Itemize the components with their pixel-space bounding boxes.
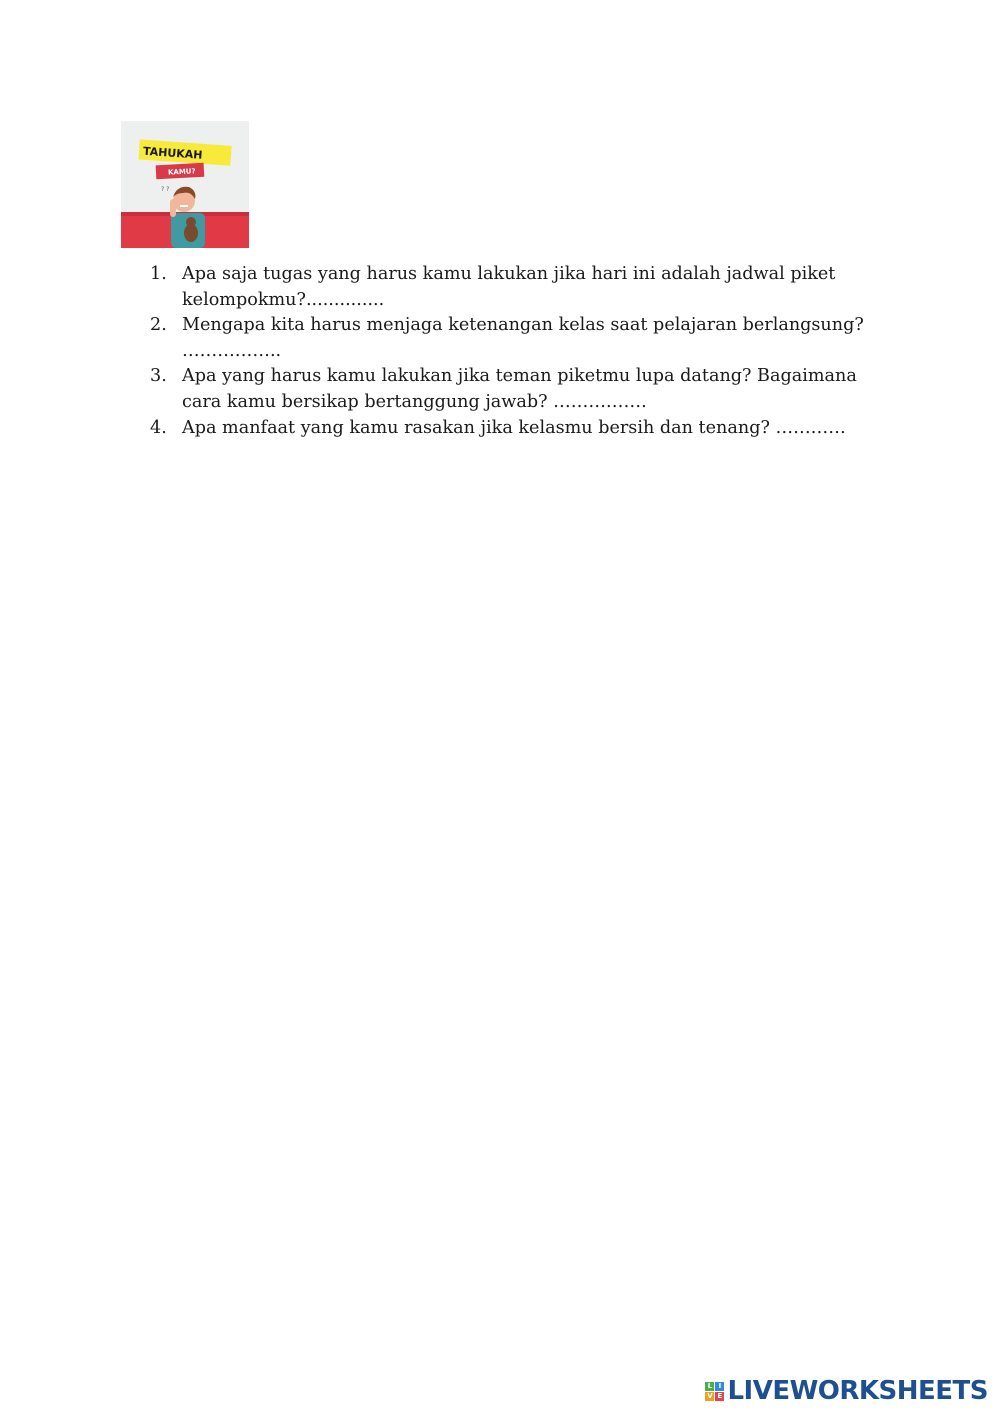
question-item [150,364,880,415]
logo-letter: V [707,1391,713,1400]
banner-top-text: TAHUKAH [142,144,203,162]
svg-text:? ?: ? ? [161,186,170,193]
question-item [150,262,880,313]
question-text: Apa saja tugas yang harus kamu lakukan jika hari ini adalah jadwal piket kelompokmu?.............. [182,264,836,310]
question-number: 2. [150,315,167,336]
question-number: 1. [150,264,167,284]
liveworksheets-logo[interactable] [705,1376,988,1406]
question-text: Apa yang harus kamu lakukan jika teman piketmu lupa datang? Bagaimana cara kamu bersikap bertanggung jawab? ……………. [182,366,857,412]
banner-bottom-text: KAMU? [167,167,196,177]
logo-letter: L [705,1382,714,1391]
question-number: 4. [150,417,167,438]
question-item [150,416,880,442]
banner-red [156,163,205,179]
tahukah-kamu-illustration [121,121,249,248]
question-item [150,313,880,364]
logo-letter: E [715,1392,724,1401]
question-text: Mengapa kita harus menjaga ketenangan kelas saat pelajaran berlangsung? …………….. [182,315,864,361]
question-text: Apa manfaat yang kamu rasakan jika kelasmu bersih dan tenang? ………… [182,417,846,438]
logo-grid-icon [705,1382,724,1401]
logo-letter: I [715,1382,724,1391]
question-number: 3. [150,366,167,387]
question-list [150,262,880,441]
logo-brand-text: LIVEWORKSHEETS [727,1376,988,1406]
